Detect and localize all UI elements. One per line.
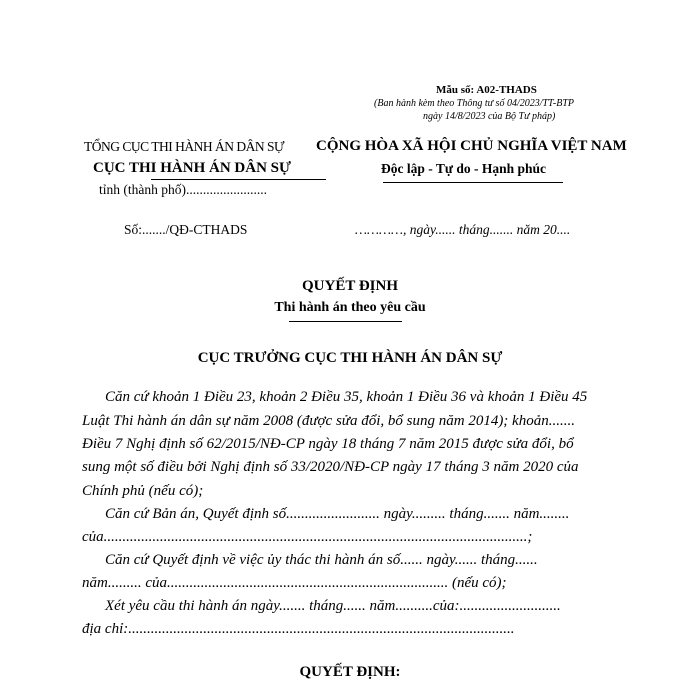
body-line: năm......... của........................................................................... (nếu có); — [82, 575, 507, 591]
body-line: Chính phủ (nếu có); — [82, 483, 204, 499]
document-number: Số:......./QĐ-CTHADS — [124, 222, 248, 237]
national-motto: Độc lập - Tự do - Hạnh phúc — [381, 161, 547, 176]
document-title: QUYẾT ĐỊNH — [302, 278, 398, 294]
agency-name: CỤC THI HÀNH ÁN DÂN SỰ — [93, 160, 291, 176]
agency-underline — [151, 179, 326, 180]
body-line: Luật Thi hành án dân sự năm 2008 (được sửa đổi, bổ sung năm 2014); khoản....... — [82, 413, 575, 429]
motto-underline — [383, 182, 563, 183]
agency-place: tỉnh (thành phố)........................ — [99, 182, 267, 197]
document-date: …………, ngày...... tháng....... năm 20.... — [355, 222, 571, 237]
body-line: địa chỉ:....................................................................................................... — [82, 621, 515, 637]
body-line: Căn cứ Bản án, Quyết định số......................... ngày......... tháng....... năm........ — [105, 506, 570, 522]
form-note-line1: (Ban hành kèm theo Thông tư số 04/2023/TT-BTP — [374, 98, 574, 109]
document-subtitle: Thi hành án theo yêu cầu — [274, 300, 426, 315]
body-line: Xét yêu cầu thi hành án ngày....... tháng...... năm..........của:........................... — [105, 598, 561, 614]
body-line: Căn cứ Quyết định về việc ủy thác thi hành án số...... ngày...... tháng...... — [105, 552, 538, 568]
issuing-authority: CỤC TRƯỞNG CỤC THI HÀNH ÁN DÂN SỰ — [197, 350, 503, 366]
national-name: CỘNG HÒA XÃ HỘI CHỦ NGHĨA VIỆT NAM — [316, 138, 627, 154]
body-line: Căn cứ khoản 1 Điều 23, khoản 2 Điều 35, khoản 1 Điều 36 và khoản 1 Điều 45 — [105, 389, 588, 405]
body-line: sung một số điều bởi Nghị định số 33/2020/NĐ-CP ngày 17 tháng 3 năm 2020 của — [82, 459, 579, 475]
subtitle-underline — [289, 321, 402, 322]
body-line: Điều 7 Nghị định số 62/2015/NĐ-CP ngày 18 tháng 7 năm 2015 được sửa đổi, bổ — [82, 436, 574, 452]
body-line: của.................................................................................................................; — [82, 529, 533, 545]
decision-heading: QUYẾT ĐỊNH: — [299, 664, 401, 680]
parent-agency: TỔNG CỤC THI HÀNH ÁN DÂN SỰ — [84, 139, 284, 154]
form-note-line2: ngày 14/8/2023 của Bộ Tư pháp) — [423, 111, 556, 122]
form-code: Mẫu số: A02-THADS — [436, 84, 537, 96]
